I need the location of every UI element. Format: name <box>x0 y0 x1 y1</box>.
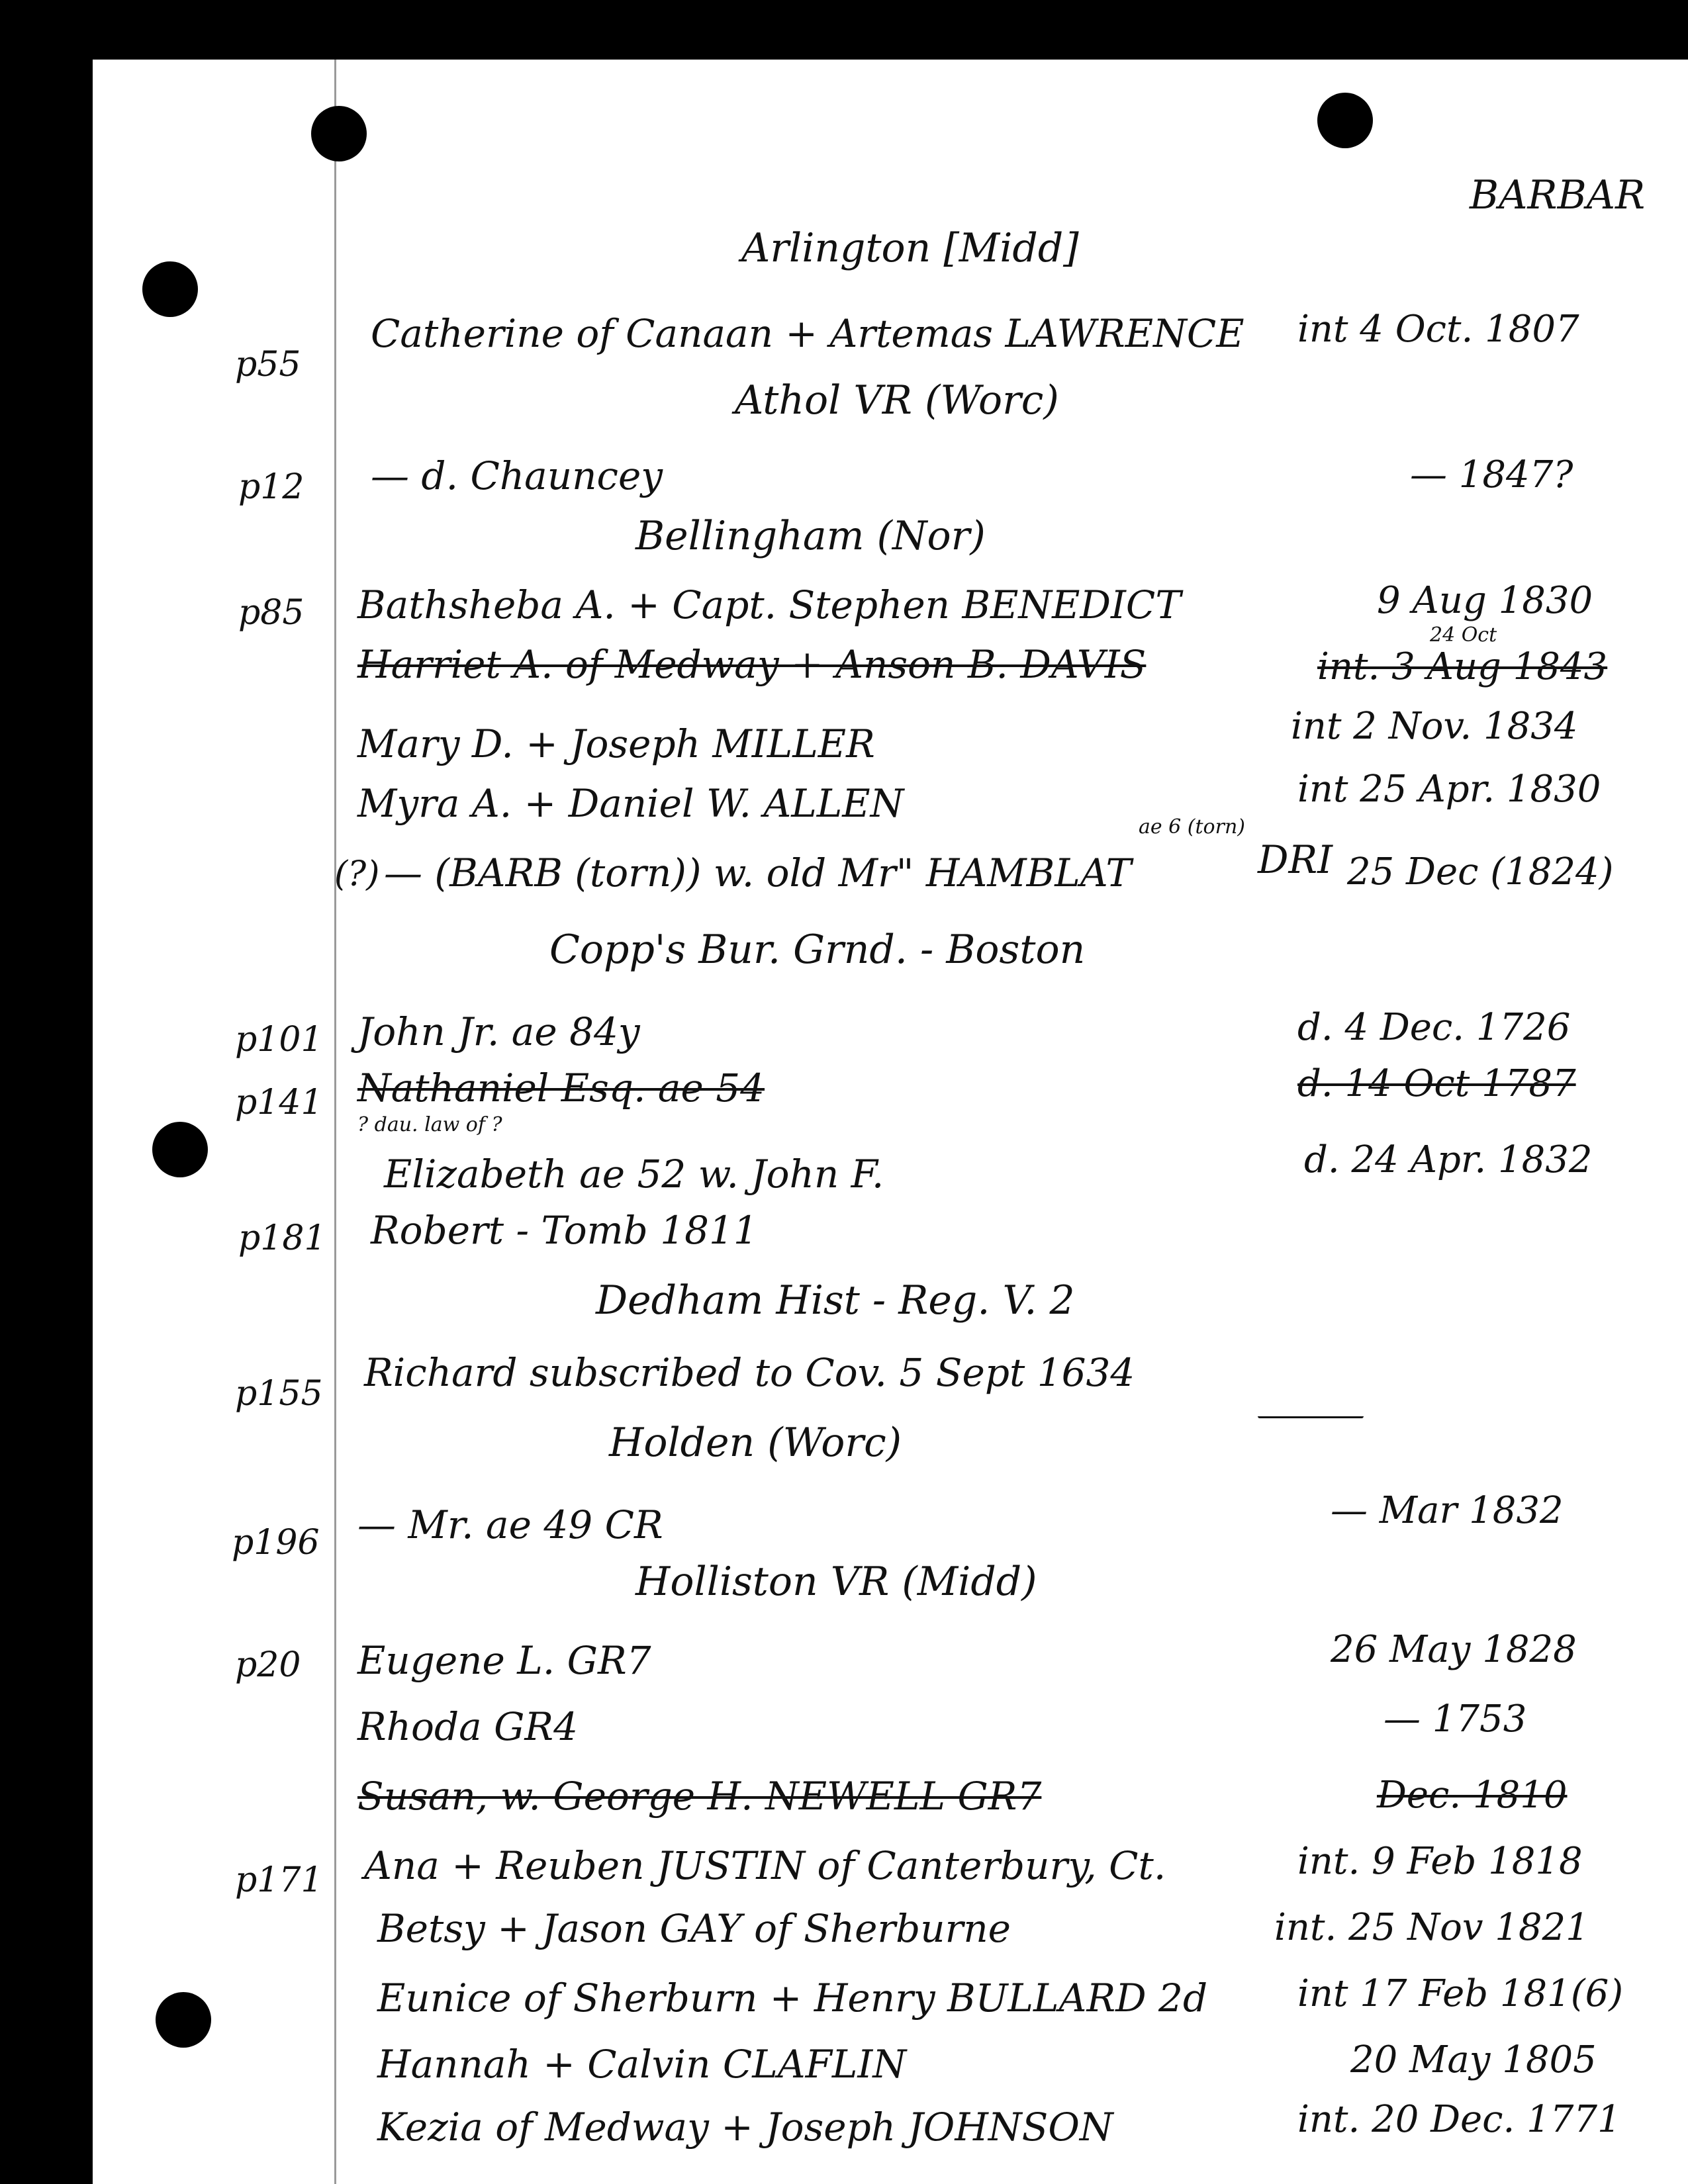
entry-note: DRI <box>1258 837 1333 882</box>
entry-text: John Jr. ae 84y <box>357 1009 640 1054</box>
section-header: Athol VR (Worc) <box>735 377 1059 424</box>
page-ref: p12 <box>238 467 305 507</box>
entry-text: — Mr. ae 49 CR <box>357 1502 663 1547</box>
entry-text: Rhoda GR4 <box>357 1704 578 1749</box>
page-ref: p181 <box>238 1218 326 1258</box>
entry-text-struck: Nathaniel Esq. ae 54 <box>357 1066 765 1111</box>
entry-date: d. 14 Oct 1787 <box>1297 1062 1576 1105</box>
punch-hole <box>152 1122 208 1177</box>
entry-text: Betsy + Jason GAY of Sherburne <box>377 1906 1011 1951</box>
margin-rule <box>334 60 336 2184</box>
entry-text: — (BARB (torn)) w. old Mr" HAMBLAT <box>384 850 1132 895</box>
punch-hole <box>1317 93 1373 148</box>
entry-text: Eunice of Sherburn + Henry BULLARD 2d <box>377 1976 1208 2021</box>
punch-hole <box>142 261 198 317</box>
entry-date: int 25 Apr. 1830 <box>1297 768 1601 811</box>
entry-text: Bathsheba A. + Capt. Stephen BENEDICT <box>357 582 1181 627</box>
section-header: Holliston VR (Midd) <box>635 1559 1037 1605</box>
section-header: Holden (Worc) <box>609 1420 902 1466</box>
punch-hole <box>156 1992 211 2048</box>
entry-pre-note: ? dau. law of ? <box>357 1113 502 1136</box>
section-header: Copp's Bur. Grnd. - Boston <box>549 927 1086 973</box>
page-ref: p141 <box>235 1083 323 1122</box>
page-ref: p171 <box>235 1860 323 1900</box>
entry-text: Elizabeth ae 52 w. John F. <box>384 1152 884 1197</box>
page-ref: p55 <box>235 345 301 385</box>
page-ref: p20 <box>235 1645 301 1685</box>
entry-date: int. 20 Dec. 1771 <box>1297 2098 1621 2141</box>
entry-text: Catherine of Canaan + Artemas LAWRENCE <box>371 311 1244 356</box>
entry-date: int 2 Nov. 1834 <box>1291 705 1578 748</box>
entry-date: 9 Aug 1830 <box>1377 579 1593 622</box>
section-header: Dedham Hist - Reg. V. 2 <box>596 1277 1075 1324</box>
punch-hole <box>311 106 367 161</box>
entry-date: — 1753 <box>1383 1698 1527 1741</box>
entry-text: Hannah + Calvin CLAFLIN <box>377 2042 907 2087</box>
entry-date: Dec. 1810 <box>1377 1774 1568 1817</box>
entry-date: 26 May 1828 <box>1331 1628 1577 1671</box>
entry-text: Myra A. + Daniel W. ALLEN <box>357 781 904 826</box>
entry-text: Kezia of Medway + Joseph JOHNSON <box>377 2105 1113 2150</box>
entry-date: — Mar 1832 <box>1331 1489 1564 1532</box>
entry-text: Richard subscribed to Cov. 5 Sept 1634 <box>364 1350 1135 1395</box>
entry-date: int 17 Feb 181(6) <box>1297 1972 1624 2015</box>
entry-date: 20 May 1805 <box>1350 2038 1597 2081</box>
entry-date: int 4 Oct. 1807 <box>1297 308 1579 351</box>
entry-text: Eugene L. GR7 <box>357 1638 651 1683</box>
entry-date: — 1847? <box>1410 453 1573 496</box>
entry-text: Ana + Reuben JUSTIN of Canterbury, Ct. <box>364 1843 1166 1888</box>
entry-text: — d. Chauncey <box>371 453 663 498</box>
page-ref: (?) <box>334 854 380 894</box>
entry-text-struck: Harriet A. of Medway + Anson B. DAVIS <box>357 642 1147 687</box>
entry-text: Mary D. + Joseph MILLER <box>357 721 875 766</box>
entry-date: int. 25 Nov 1821 <box>1274 1906 1589 1949</box>
entry-date-alt: 24 Oct <box>1430 623 1497 647</box>
entry-date: d. 4 Dec. 1726 <box>1297 1006 1571 1049</box>
squiggle-mark <box>1258 1416 1364 1418</box>
section-header: Bellingham (Nor) <box>635 513 986 559</box>
entry-date: int. 9 Feb 1818 <box>1297 1840 1583 1883</box>
page-ref: p155 <box>235 1374 323 1414</box>
entry-date: int. 3 Aug 1843 <box>1317 645 1608 688</box>
top-right-label: BARBAR <box>1470 172 1646 218</box>
page-ref: p85 <box>238 593 305 633</box>
entry-date: 25 Dec (1824) <box>1347 850 1614 893</box>
entry-date: d. 24 Apr. 1832 <box>1304 1138 1593 1181</box>
section-header: Arlington [Midd] <box>741 225 1079 271</box>
page-ref: p196 <box>232 1523 320 1563</box>
entry-text-struck: Susan, w. George H. NEWELL GR7 <box>357 1774 1042 1819</box>
page-ref: p101 <box>235 1020 323 1060</box>
entry-superscript: ae 6 (torn) <box>1139 815 1245 839</box>
entry-text: Robert - Tomb 1811 <box>371 1208 758 1253</box>
